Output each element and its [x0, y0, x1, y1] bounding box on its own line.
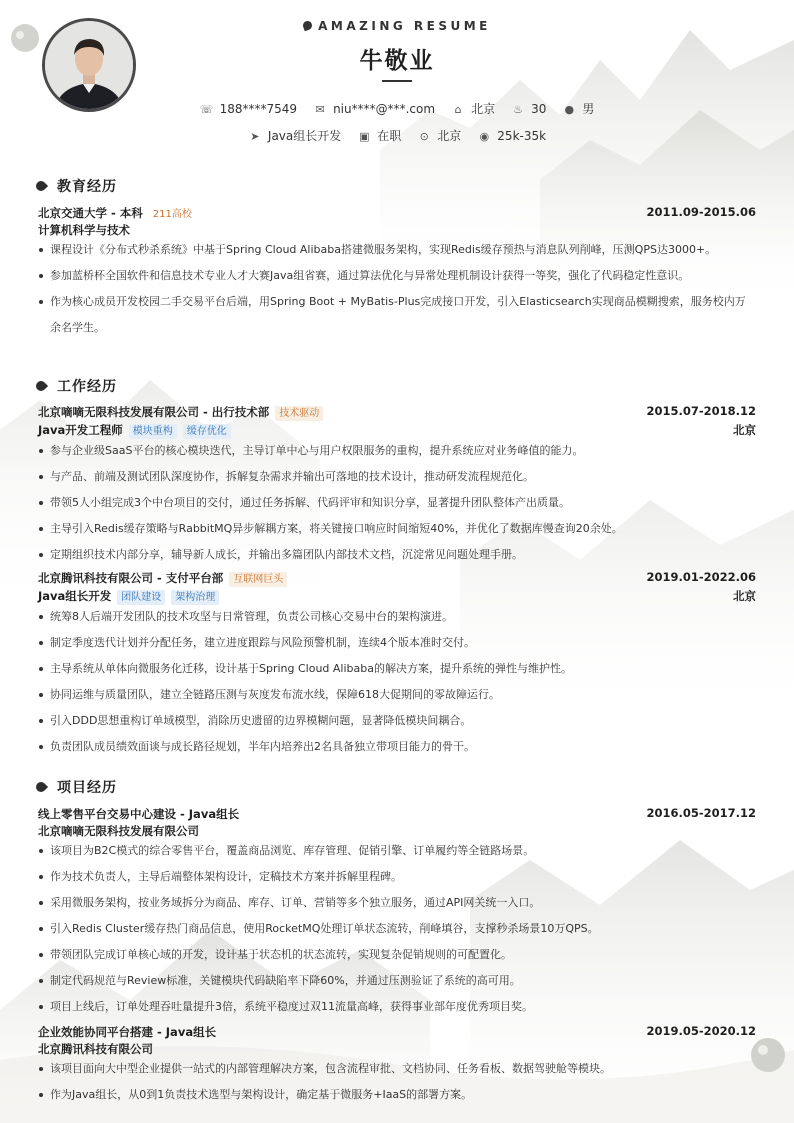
project-2-bullets	[38, 1056, 750, 1108]
location-icon: ⊙	[419, 130, 429, 143]
info-item	[451, 100, 495, 117]
info-item	[562, 100, 594, 117]
bullet-item: 作为Java组长，从0到1负责技术选型与架构设计，确定基于微服务+IaaS的部署方案。	[38, 1082, 750, 1108]
info-text: 188****7549	[219, 102, 298, 116]
mail-icon: ✉	[315, 103, 325, 116]
salary-icon: ◉	[479, 130, 490, 143]
education-bullets	[38, 237, 750, 341]
section-work-heading: 工作经历	[36, 376, 117, 396]
project-1-company: 北京嘀嘀无限科技发展有限公司	[38, 824, 199, 838]
job-1-tag: 技术驱动	[275, 406, 323, 421]
job-1-role-row: Java开发工程师 模块重构 缓存优化 北京	[38, 423, 756, 437]
bullet-item: 参与企业级SaaS平台的核心模块迭代，主导订单中心与用户权限服务的重构，提升系统应对业务峰值的能力。	[38, 438, 750, 464]
info-text: 30	[531, 102, 547, 116]
brand-title: AMAZING RESUME	[0, 19, 794, 33]
job-2-tag: 互联网巨头	[229, 572, 287, 587]
education-school-row	[38, 205, 756, 221]
home-icon: ⌂	[454, 103, 462, 116]
school-tag: 211高校	[152, 209, 192, 220]
skill-tag: 团队建设	[117, 590, 165, 605]
bullet-item: 作为核心成员开发校园二手交易平台后端，用Spring Boot + MyBatis-Plus完成接口开发，引入Elasticsearch实现商品模糊搜索，服务校内万余名学生。	[38, 289, 750, 341]
gender-icon: ●	[564, 103, 575, 116]
job-1-bullets	[38, 438, 750, 568]
bullet-item: 负责团队成员绩效面谈与成长路径规划，半年内培养出2名具备独立带项目能力的骨干。	[38, 734, 750, 760]
section-leaf-icon	[34, 179, 48, 193]
bullet-item: 统筹8人后端开发团队的技术攻坚与日常管理，负责公司核心交易中台的架构演进。	[38, 604, 750, 630]
school-name: 北京交通大学 - 本科	[38, 206, 143, 220]
send-icon: ➤	[250, 130, 260, 143]
bullet-item: 参加蓝桥杯全国软件和信息技术专业人才大赛Java组省赛，通过算法优化与异常处理机制设计获得一等奖，强化了代码稳定性意识。	[38, 263, 750, 289]
info-item	[357, 127, 401, 144]
bullet-item: 制定代码规范与Review标准，关键模块代码缺陷率下降60%，并通过压测验证了系统的高可用。	[38, 968, 750, 994]
info-item	[200, 102, 297, 116]
name-underline	[382, 80, 412, 82]
section-education-heading: 教育经历	[36, 176, 117, 196]
candidate-name: 牛敬业	[359, 48, 435, 74]
contact-info-row	[0, 100, 794, 117]
bullet-item: 课程设计《分布式秒杀系统》中基于Spring Cloud Alibaba搭建微服务架构，实现Redis缓存预热与消息队列削峰，压测QPS达3000+。	[38, 237, 750, 263]
bullet-item: 该项目面向大中型企业提供一站式的内部管理解决方案，包含流程审批、文档协同、任务看板、数据驾驶舱等模块。	[38, 1056, 750, 1082]
bullet-item: 作为技术负责人，主导后端整体架构设计，定稿技术方案并拆解里程碑。	[38, 864, 750, 890]
cake-icon: ♨	[513, 103, 524, 116]
bullet-item: 引入Redis Cluster缓存热门商品信息，使用RocketMQ处理订单状态流转，削峰填谷，支撑秒杀场景10万QPS。	[38, 916, 750, 942]
section-leaf-icon	[34, 379, 48, 393]
info-item	[313, 102, 435, 116]
briefcase-icon: ▣	[359, 130, 370, 143]
project-2-company: 北京腾讯科技有限公司	[38, 1042, 153, 1056]
bullet-item: 制定季度迭代计划并分配任务，建立进度跟踪与风险预警机制，连续4个版本准时交付。	[38, 630, 750, 656]
bullet-item: 带领团队完成订单核心域的开发，设计基于状态机的状态流转，实现复杂促销规则的可配置化。	[38, 942, 750, 968]
brand-leaf-icon	[302, 20, 314, 32]
section-projects-heading: 项目经历	[36, 777, 117, 797]
project-1-title-row: 线上零售平台交易中心建设 - Java组长 2016.05-2017.12	[38, 806, 756, 821]
education-period: 2011.09-2015.06	[646, 205, 756, 219]
bullet-item: 采用微服务架构，按业务域拆分为商品、库存、订单、营销等多个独立服务，通过API网关统一入口。	[38, 890, 750, 916]
info-item	[417, 127, 461, 144]
info-text: Java组长开发	[267, 129, 342, 143]
project-1-bullets	[38, 838, 750, 1020]
bullet-item: 项目上线后，订单处理吞吐量提升3倍，系统平稳度过双11流量高峰，获得事业部年度优秀项目奖。	[38, 994, 750, 1020]
bullet-item: 该项目为B2C模式的综合零售平台，覆盖商品浏览、库存管理、促销引擎、订单履约等全链路场景。	[38, 838, 750, 864]
skill-tag: 模块重构	[129, 424, 177, 439]
bullet-item: 引入DDD思想重构订单域模型，消除历史遗留的边界模糊问题，显著降低模块间耦合。	[38, 708, 750, 734]
info-item	[477, 129, 546, 143]
bullet-item: 协同运维与质量团队，建立全链路压测与灰度发布流水线，保障618大促期间的零故障运行。	[38, 682, 750, 708]
phone-icon: ☏	[199, 103, 214, 116]
bullet-item: 主导引入Redis缓存策略与RabbitMQ异步解耦方案，将关键接口响应时间缩短40%，并优化了数据库慢查询20余处。	[38, 516, 750, 542]
education-major: 计算机科学与技术	[38, 223, 130, 237]
bullet-item: 主导系统从单体向微服务化迁移，设计基于Spring Cloud Alibaba的解决方案，提升系统的弹性与维护性。	[38, 656, 750, 682]
skill-tag: 缓存优化	[183, 424, 231, 439]
info-item	[248, 127, 341, 144]
job-2-bullets	[38, 604, 750, 760]
info-item	[511, 102, 546, 116]
info-text: 在职	[377, 129, 402, 143]
bullet-item: 定期组织技术内部分享，辅导新人成长，并输出多篇团队内部技术文档，沉淀常见问题处理手册。	[38, 542, 750, 568]
skill-tag: 架构治理	[171, 590, 219, 605]
info-text: 男	[582, 102, 595, 116]
info-text: 25k-35k	[497, 129, 547, 143]
job-2-company-row: 北京腾讯科技有限公司 - 支付平台部 互联网巨头 2019.01-2022.06	[38, 570, 756, 585]
job-info-row	[0, 127, 794, 144]
info-text: 北京	[471, 102, 496, 116]
project-2-title-row: 企业效能协同平台搭建 - Java组长 2019.05-2020.12	[38, 1024, 756, 1039]
bullet-item: 带领5人小组完成3个中台项目的交付，通过任务拆解、代码评审和知识分享，显著提升团队整体产出质量。	[38, 490, 750, 516]
job-1-company-row: 北京嘀嘀无限科技发展有限公司 - 出行技术部 技术驱动 2015.07-2018.12	[38, 404, 756, 419]
info-text: niu****@***.com	[333, 102, 436, 116]
section-leaf-icon	[34, 780, 48, 794]
job-2-role-row: Java组长开发 团队建设 架构治理 北京	[38, 589, 756, 603]
bullet-item: 与产品、前端及测试团队深度协作，拆解复杂需求并输出可落地的技术设计，推动研发流程规范化。	[38, 464, 750, 490]
info-text: 北京	[437, 129, 462, 143]
